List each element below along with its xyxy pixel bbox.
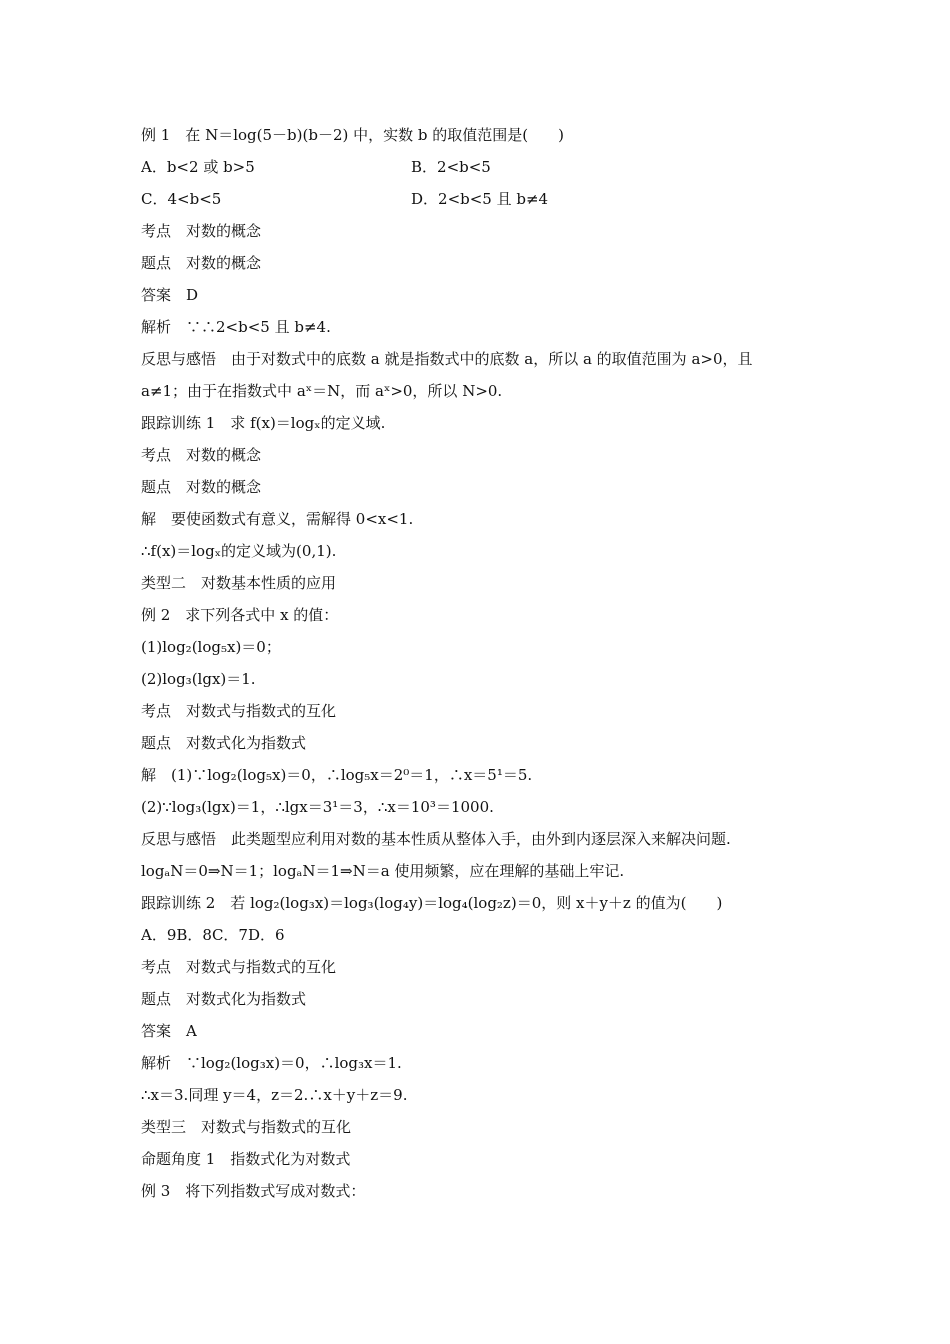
example-1-options-row-1 xyxy=(141,154,821,186)
reflection-line-2: logₐN＝0⇒N＝1；logₐN＝1⇒N＝a 使用频繁，应在理解的基础上牢记. xyxy=(141,862,625,880)
reflection-line-1: 反思与感悟 此类题型应利用对数的基本性质从整体入手，由外到内逐层深入来解决问题. xyxy=(141,830,731,848)
option-a: A．b<2 或 b>5 xyxy=(141,158,255,176)
subsection-heading-angle-1: 命题角度 1 指数式化为对数式 xyxy=(141,1150,351,1168)
tidian-line: 题点 对数式化为指数式 xyxy=(141,990,307,1008)
analysis-line: ∴x＝3.同理 y＝4，z＝2.∴x＋y＋z＝9. xyxy=(141,1086,408,1104)
analysis-line: 解析 ∵∴2<b<5 且 b≠4. xyxy=(141,318,331,336)
reflection-line-1: 反思与感悟 由于对数式中的底数 a 就是指数式中的底数 a，所以 a 的取值范围为 a>0，且 xyxy=(141,350,753,368)
example-2-part-1: (1)log₂(log₅x)＝0； xyxy=(141,638,281,656)
practice-1-question: 跟踪训练 1 求 f(x)＝logₓ的定义域. xyxy=(141,414,386,432)
section-heading-type-3: 类型三 对数式与指数式的互化 xyxy=(141,1118,352,1136)
tidian-line: 题点 对数的概念 xyxy=(141,254,262,272)
kaodian-line: 考点 对数式与指数式的互化 xyxy=(141,958,337,976)
practice-2-options: A．9B．8C．7D．6 xyxy=(141,926,285,944)
practice-2-question: 跟踪训练 2 若 log₂(log₃x)＝log₃(log₄y)＝log₄(log₂z)＝0，则 x＋y＋z 的值为( ) xyxy=(141,894,723,912)
analysis-line: 解析 ∵log₂(log₃x)＝0，∴log₃x＝1. xyxy=(141,1054,402,1072)
solution-line: 解 要使函数式有意义，需解得 0<x<1. xyxy=(141,510,414,528)
example-3-question: 例 3 将下列指数式写成对数式： xyxy=(141,1182,366,1200)
section-heading-type-2: 类型二 对数基本性质的应用 xyxy=(141,574,337,592)
answer-line: 答案 D xyxy=(141,286,199,304)
kaodian-line: 考点 对数的概念 xyxy=(141,222,262,240)
solution-line: ∴f(x)＝logₓ的定义域为(0,1). xyxy=(141,542,337,560)
example-1-question: 例 1 在 N＝log(5－b)(b－2) 中，实数 b 的取值范围是( ) xyxy=(141,126,564,144)
tidian-line: 题点 对数的概念 xyxy=(141,478,262,496)
tidian-line: 题点 对数式化为指数式 xyxy=(141,734,307,752)
example-2-part-2: (2)log₃(lgx)＝1. xyxy=(141,670,256,688)
solution-line: (2)∵log₃(lgx)＝1，∴lgx＝3¹＝3，∴x＝10³＝1000. xyxy=(141,798,494,816)
example-1-options-row-2 xyxy=(141,186,821,218)
solution-line: 解 (1)∵log₂(log₅x)＝0，∴log₅x＝2⁰＝1，∴x＝5¹＝5. xyxy=(141,766,533,784)
document-content xyxy=(141,122,821,1210)
reflection-line-2: a≠1；由于在指数式中 aˣ＝N，而 aˣ>0，所以 N>0. xyxy=(141,382,503,400)
kaodian-line: 考点 对数的概念 xyxy=(141,446,262,464)
example-2-question: 例 2 求下列各式中 x 的值： xyxy=(141,606,339,624)
option-b: B．2<b<5 xyxy=(411,158,491,176)
option-d: D．2<b<5 且 b≠4 xyxy=(411,190,549,208)
answer-line: 答案 A xyxy=(141,1022,197,1040)
kaodian-line: 考点 对数式与指数式的互化 xyxy=(141,702,337,720)
option-c: C．4<b<5 xyxy=(141,190,222,208)
